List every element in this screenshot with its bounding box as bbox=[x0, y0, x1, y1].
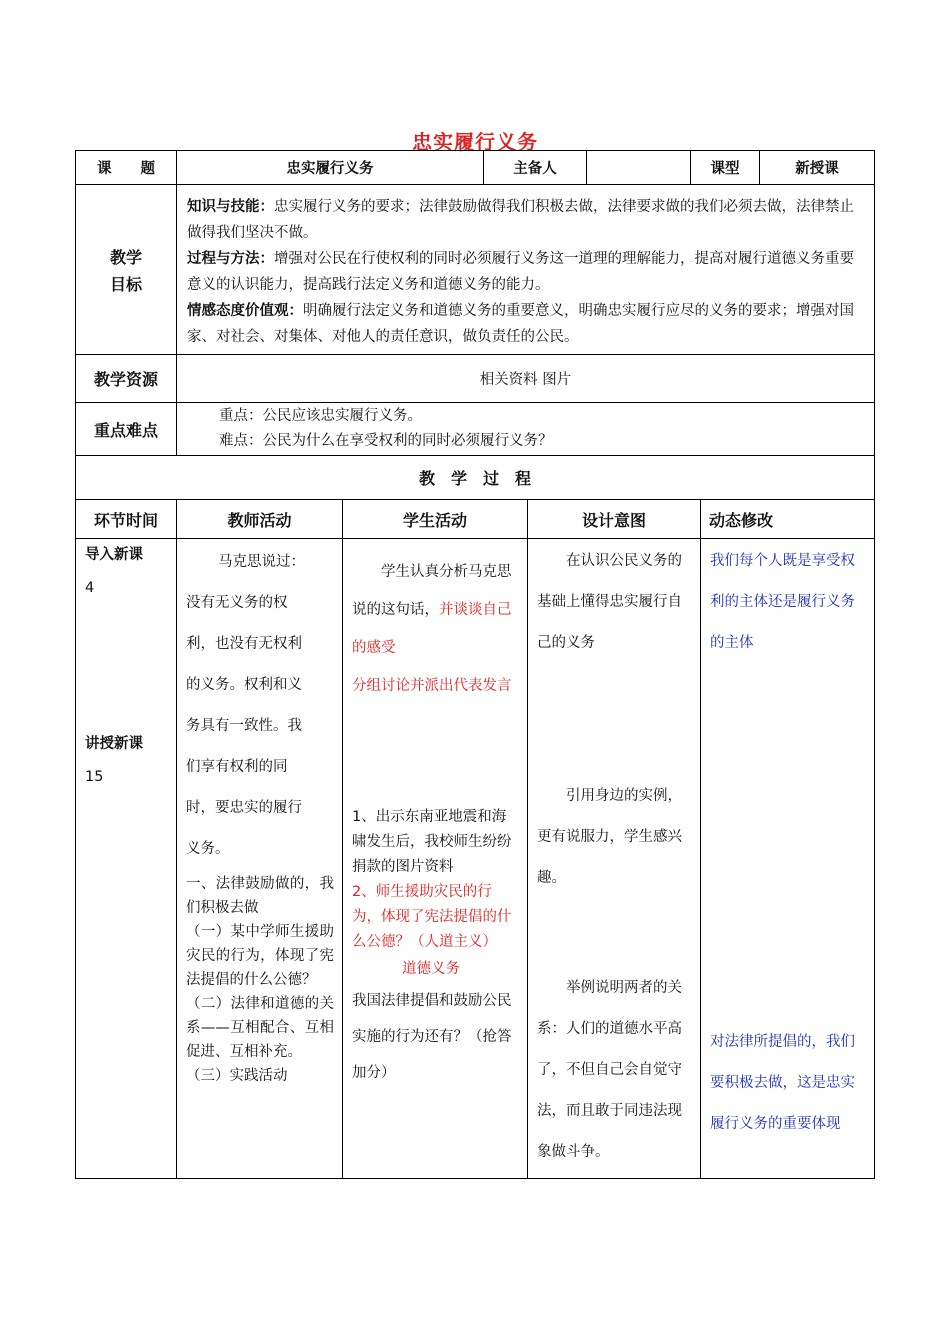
intent-cell bbox=[527, 538, 701, 1179]
emotion-text: 明确履行法定义务和道德义务的重要意义，明确忠实履行应尽的义务的要求；增强对国家、对社会、对集体、对他人的责任意识，做负责任的公民。 bbox=[187, 303, 854, 345]
teacher-line-4: 的义务。权利和义 bbox=[186, 677, 302, 693]
student-activity-4: 2、师生援助灾民的行为，体现了宪法提倡的什么公德？（人道主义） bbox=[352, 884, 512, 950]
process-heading: 教 学 过 程 bbox=[418, 469, 531, 488]
keypoints-label: 重点难点 bbox=[93, 420, 158, 440]
col-header-stage-text: 环节时间 bbox=[93, 510, 158, 530]
topic-label: 课 题 bbox=[97, 161, 155, 177]
student-activity-2: 分组讨论并派出代表发言 bbox=[352, 678, 512, 694]
col-header-student bbox=[342, 499, 528, 539]
process-label: 过程与方法： bbox=[187, 251, 274, 267]
preparer-value-cell bbox=[586, 150, 691, 185]
resources-label: 教学资源 bbox=[93, 370, 158, 389]
teacher-point-4: （三）实践活动 bbox=[186, 1068, 288, 1084]
student-activity-6: 我国法律提倡和鼓励公民实施的行为还有？（抢答加分） bbox=[352, 993, 512, 1081]
student-activity-5: 道德义务 bbox=[402, 961, 460, 977]
emotion-label: 情感态度价值观： bbox=[187, 303, 303, 319]
knowledge-text: 忠实履行义务的要求；法律鼓励做得我们积极去做，法律要求做的我们必须去做，法律禁止做得我们坚决不做。 bbox=[187, 199, 854, 241]
process-text: 增强对公民在行使权利的同时必须履行义务这一道理的理解能力，提高对履行道德义务重要意义的认识能力，提高践行法定义务和道德义务的能力。 bbox=[187, 251, 854, 293]
topic-value: 忠实履行义务 bbox=[286, 161, 374, 177]
keypoints-label-cell bbox=[75, 402, 177, 456]
difficult-point: 难点：公民为什么在享受权利的同时必须履行义务？ bbox=[219, 433, 553, 449]
objectives-label-1: 教学 bbox=[109, 247, 142, 267]
topic-value-cell bbox=[176, 150, 484, 185]
keypoints-content-cell bbox=[176, 402, 875, 456]
knowledge-objective bbox=[187, 194, 864, 246]
intent-2: 引用身边的实例，更有说服力，学生感兴趣。 bbox=[537, 788, 682, 886]
revision-1: 我们每个人既是享受权利的主体还是履行义务的主体 bbox=[710, 553, 855, 651]
teacher-line-7: 时，要忠实的履行 bbox=[186, 800, 302, 816]
resources-value-cell bbox=[176, 354, 875, 403]
preparer-label: 主备人 bbox=[513, 161, 557, 177]
revision-cell bbox=[700, 538, 875, 1179]
resources-value: 相关资料 图片 bbox=[479, 372, 572, 388]
teacher-line-5: 务具有一致性。我 bbox=[186, 718, 302, 734]
student-activity-1-red: 并谈谈自己的感受 bbox=[352, 602, 512, 656]
teacher-point-1: 一、法律鼓励做的，我们积极去做 bbox=[186, 876, 334, 916]
knowledge-label: 知识与技能： bbox=[187, 199, 274, 215]
process-heading-cell bbox=[75, 455, 875, 500]
student-activity-1-text: 学生认真分析马克思说的这句话， bbox=[352, 564, 512, 618]
type-label-cell bbox=[690, 150, 760, 185]
teacher-point-3: （二）法律和道德的关系——互相配合、互相促进、互相补充。 bbox=[186, 996, 334, 1060]
col-header-intent-text: 设计意图 bbox=[581, 510, 646, 530]
teacher-line-6: 们享有权利的同 bbox=[186, 759, 288, 775]
resources-label-cell bbox=[75, 354, 177, 403]
intent-3: 举例说明两者的关系：人们的道德水平高了，不但自己会自觉守法，而且敢于同违法现象做斗争。 bbox=[537, 980, 682, 1160]
intent-1: 在认识公民义务的基础上懂得忠实履行自己的义务 bbox=[537, 553, 682, 651]
col-header-teacher bbox=[176, 499, 343, 539]
teacher-cell bbox=[176, 538, 343, 1179]
revision-2: 对法律所提倡的，我们要积极去做，这是忠实履行义务的重要体现 bbox=[710, 1034, 855, 1132]
teacher-line-2: 没有无义务的权 bbox=[186, 595, 288, 611]
preparer-label-cell bbox=[483, 150, 587, 185]
student-cell bbox=[342, 538, 528, 1179]
stage-1-time: 4 bbox=[85, 580, 95, 596]
col-header-teacher-text: 教师活动 bbox=[227, 510, 292, 530]
stage-2-time: 15 bbox=[85, 769, 104, 785]
col-header-revision-text: 动态修改 bbox=[709, 510, 774, 530]
teacher-line-8: 义务。 bbox=[186, 841, 230, 857]
type-value-cell bbox=[759, 150, 875, 185]
col-header-intent bbox=[527, 499, 701, 539]
stage-2-name: 讲授新课 bbox=[85, 736, 143, 752]
col-header-revision bbox=[700, 499, 875, 539]
stage-1-name: 导入新课 bbox=[85, 547, 143, 563]
teacher-point-2: （一）某中学师生援助灾民的行为，体现了宪法提倡的什么公德？ bbox=[186, 924, 334, 988]
document-title: 忠实履行义务 bbox=[412, 130, 538, 154]
key-point: 重点：公民应该忠实履行义务。 bbox=[219, 408, 422, 424]
col-header-student-text: 学生活动 bbox=[402, 510, 467, 530]
process-objective bbox=[187, 246, 864, 298]
type-value: 新授课 bbox=[795, 161, 839, 177]
type-label: 课型 bbox=[710, 161, 740, 177]
col-header-stage bbox=[75, 499, 177, 539]
teacher-line-1: 马克思说过： bbox=[218, 554, 305, 570]
objectives-label-cell bbox=[75, 184, 177, 355]
emotion-objective bbox=[187, 298, 864, 350]
stage-cell bbox=[75, 538, 177, 1179]
objectives-content-cell bbox=[176, 184, 875, 355]
student-activity-1 bbox=[352, 553, 519, 667]
header-grid bbox=[75, 150, 875, 185]
student-activity-3: 1、出示东南亚地震和海啸发生后，我校师生纷纷捐款的图片资料 bbox=[352, 809, 512, 875]
teacher-line-3: 利，也没有无权利 bbox=[186, 636, 302, 652]
topic-label-cell bbox=[75, 150, 177, 185]
objectives-label-2: 目标 bbox=[109, 274, 142, 294]
